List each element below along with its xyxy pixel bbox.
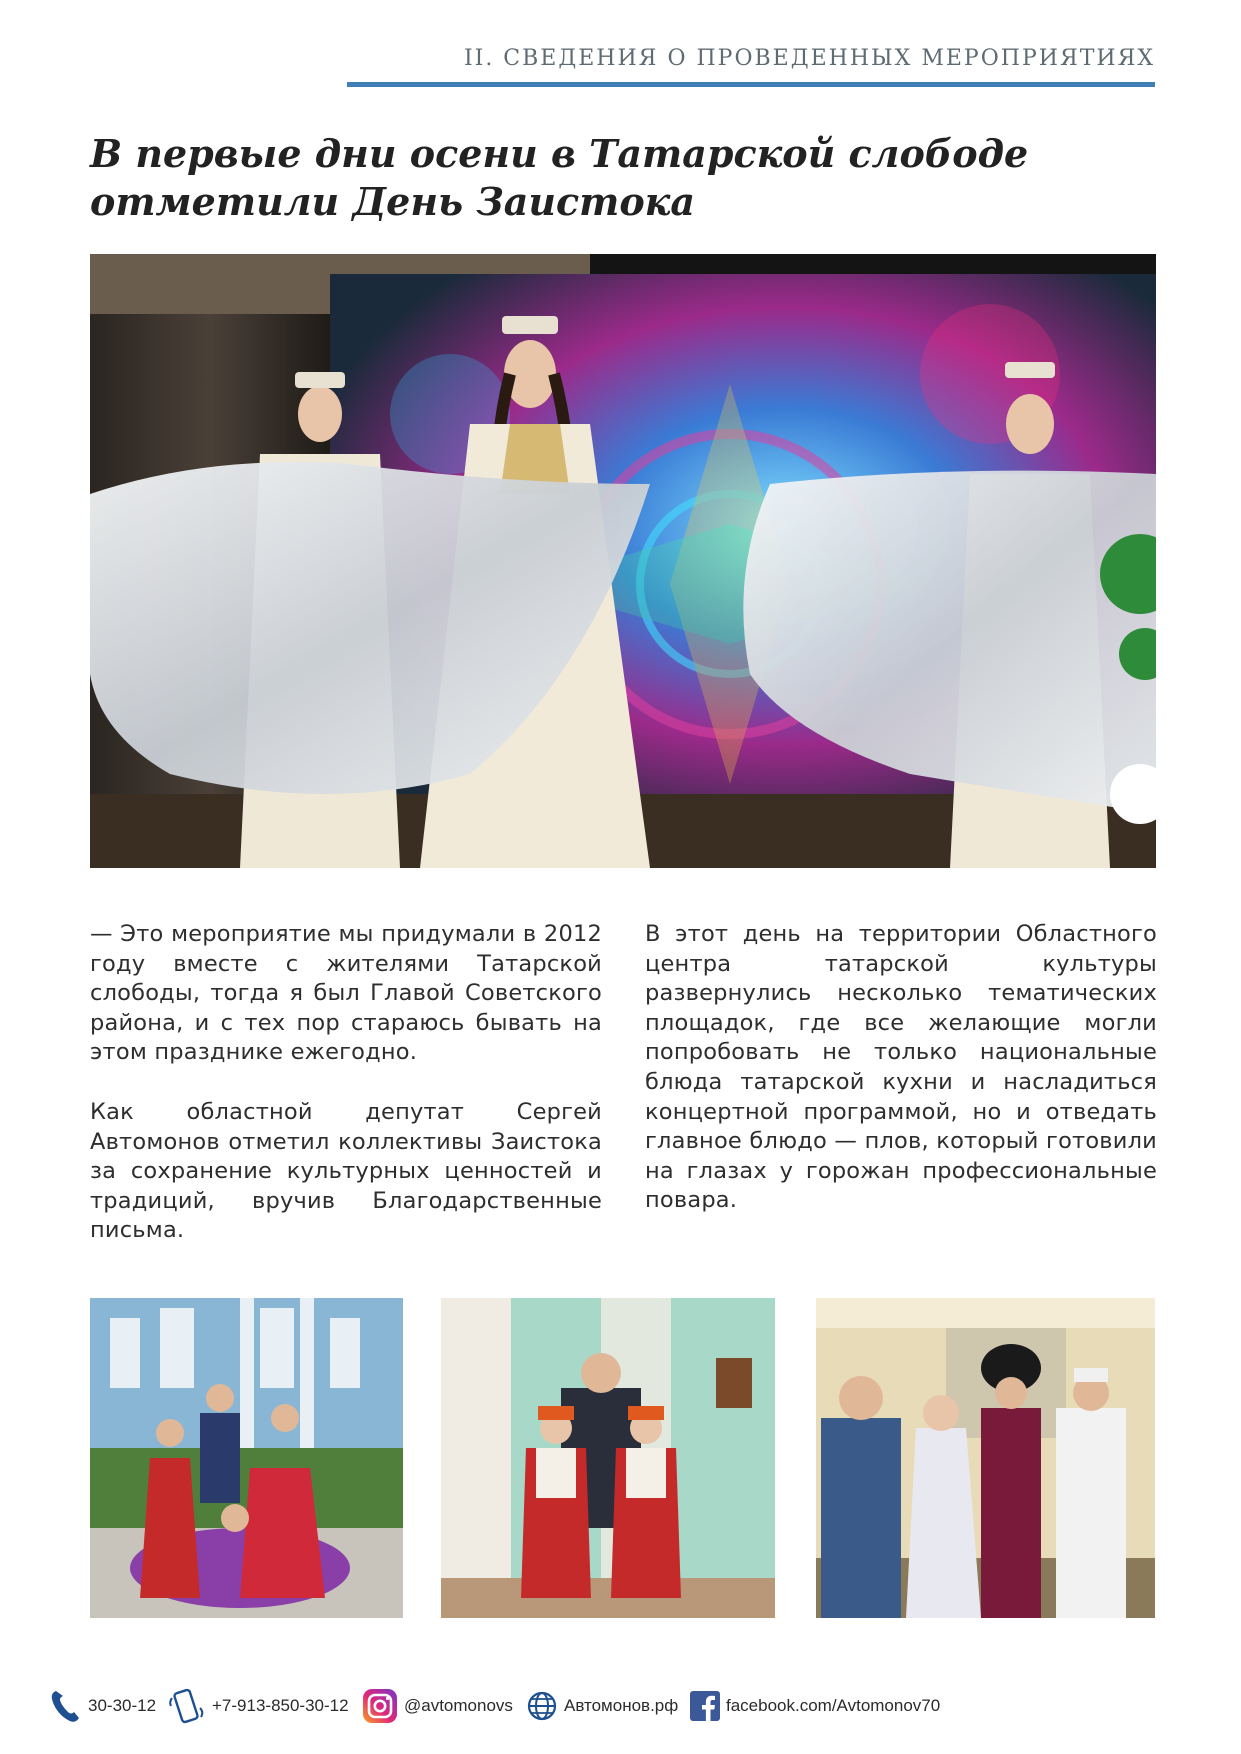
footer-mobile[interactable] (168, 1686, 349, 1726)
footer-facebook[interactable] (690, 1686, 940, 1726)
mobile-icon (168, 1688, 206, 1724)
footer-instagram[interactable] (362, 1686, 513, 1726)
photo-women-in-costumes (90, 1298, 403, 1618)
main-photo-dancers (90, 254, 1156, 868)
mobile-text: +7-913-850-30-12 (212, 1696, 349, 1715)
footer-phone[interactable] (50, 1686, 156, 1726)
photo-children-in-costumes (441, 1298, 775, 1618)
phone-icon (50, 1688, 82, 1724)
paragraph: Как областной депутат Сергей Автомонов отметил коллективы Заистока за сохранение культурных ценностей и традиций, вручив Благодарственные письма. (90, 1098, 602, 1244)
globe-icon (526, 1690, 558, 1722)
footer-website[interactable] (526, 1686, 678, 1726)
paragraph: — Это мероприятие мы придумали в 2012 году вместе с жителями Татарской слободы, тогда я был Главой Советского района, и с тех пор стараюсь бывать на этом празднике ежегодно. (90, 921, 602, 1066)
text-column-left (90, 920, 602, 1246)
section-header: II. СВЕДЕНИЯ О ПРОВЕДЕННЫХ МЕРОПРИЯТИЯХ (463, 46, 1155, 71)
header-rule (347, 82, 1155, 87)
phone-text: 30-30-12 (88, 1696, 157, 1715)
website-text: Автомонов.рф (564, 1696, 679, 1715)
facebook-icon (690, 1691, 720, 1721)
title-line: отметили День Заистока (90, 179, 696, 224)
footer-contacts (50, 1686, 1200, 1726)
paragraph: В этот день на территории Областного центра татарской культуры развернулись несколько тематических площадок, где все желающие могли попробовать не только национальные блюда татарской кухни и насладиться концертной программой, но и отведать главное блюдо — плов, который готовили на глазах у горожан профессиональные повара. (645, 921, 1157, 1214)
instagram-icon (362, 1688, 398, 1724)
facebook-text: facebook.com/Avtomonov70 (726, 1696, 941, 1715)
photo-people-in-national-dress (816, 1298, 1155, 1618)
instagram-text: @avtomonovs (404, 1696, 513, 1715)
title-line: В первые дни осени в Татарской слободе (90, 131, 1029, 176)
text-column-right (645, 920, 1157, 1216)
article-title (90, 130, 1090, 226)
